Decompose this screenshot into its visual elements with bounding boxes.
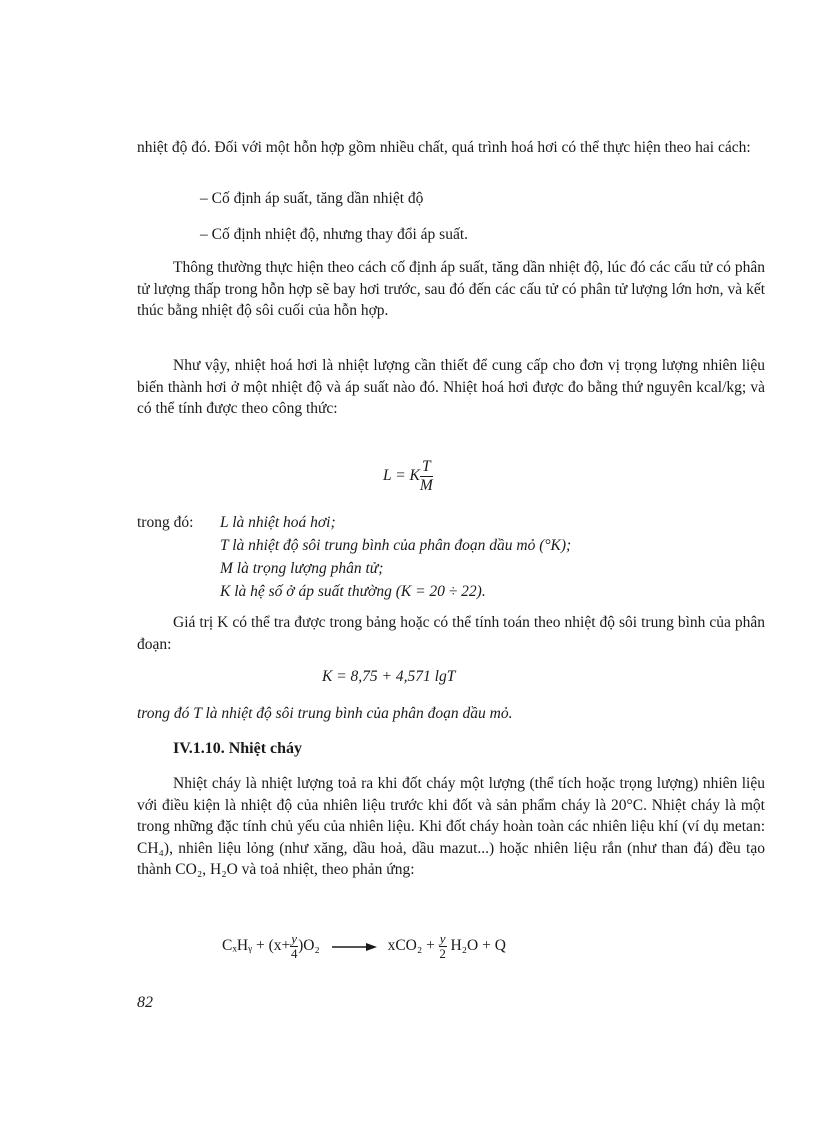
paragraph-heat-combustion: Nhiệt cháy là nhiệt lượng toả ra khi đốt cháy một lượng (thể tích hoặc trọng lượng) nhiên liệu với điều kiện là nhiệt độ của nhiên liệu trước khi đốt và sản phẩm cháy là 20°C. Nhiệt cháy là một trong những đặc tính chủ yếu của nhiên liệu. Khi đốt cháy hoàn toàn các nhiên liệu khí (ví dụ metan: CH₄), nhiên liệu lỏng (như xăng, dầu hoả, dầu mazut...) hoặc nhiên liệu rắn (như than đá) đều tạo thành CO₂, H₂O và toả nhiệt, theo phản ứng: [137,775,765,878]
reaction-product-co2: xCO₂ + [387,937,435,955]
reaction-fraction-y2 [439,932,447,961]
definition-M: M là trọng lượng phân tử; [220,560,384,577]
reaction-product-water-heat: H₂O + Q [450,937,506,955]
fraction-y4-num: y [291,931,298,946]
fraction-y2-den: 2 [439,946,446,961]
method-item-1: – Cố định áp suất, tăng dần nhiệt độ [200,190,424,207]
combustion-reaction [222,932,506,961]
paragraph-methods: Thông thường thực hiện theo cách cố định áp suất, tăng dần nhiệt độ, lúc đó các cấu tử có phân tử lượng thấp trong hỗn hợp sẽ bay hơi trước, sau đó đến các cấu tử có phân tử lượng lớn hơn, và kết thúc bằng nhiệt độ sôi cuối của hỗn hợp. [137,259,765,319]
reaction-fraction-y4 [290,932,298,961]
page-number: 82 [137,994,153,1011]
fraction-y2-num: y [439,931,446,946]
definition-L: L là nhiệt hoá hơi; [220,514,336,531]
reaction-arrow-icon [330,942,378,952]
method-item-2: – Cố định nhiệt độ, nhưng thay đổi áp suất. [200,226,469,243]
formula-denominator: M [419,477,433,494]
reaction-reactants: CₓHᵧ + (x+ [222,937,291,955]
section-heading: IV.1.10. Nhiệt cháy [173,740,303,757]
definition-K: K là hệ số ở áp suất thường (K = 20 ÷ 22). [220,583,486,600]
paragraph-heat-vaporization: Như vậy, nhiệt hoá hơi là nhiệt lượng cần thiết để cung cấp cho đơn vị trọng lượng nhiên liệu biến thành hơi ở một nhiệt độ và áp suất nào đó. Nhiệt hoá hơi được đo bằng thứ nguyên kcal/kg; và có thể tính được theo công thức: [137,357,765,417]
formula-K: K = 8,75 + 4,571 lgT [322,668,456,685]
where-label: trong đó: [137,514,194,531]
reaction-oxygen: )O₂ [298,937,320,955]
definition-T: T là nhiệt độ sôi trung bình của phân đoạn dầu mỏ (°K); [220,537,572,554]
formula-fraction [420,458,433,495]
formula-vaporization [383,458,433,495]
paragraph-K-value: Giá trị K có thể tra được trong bảng hoặc có thể tính toán theo nhiệt độ sôi trung bình của phân đoạn: [137,614,765,653]
paragraph-intro: nhiệt độ đó. Đối với một hỗn hợp gồm nhiều chất, quá trình hoá hơi có thể thực hiện theo hai cách: [137,139,751,156]
fraction-y4-den: 4 [290,946,298,961]
paragraph-T-note: trong đó T là nhiệt độ sôi trung bình của phân đoạn dầu mỏ. [137,705,513,722]
formula-lhs: L = K [383,467,420,485]
formula-numerator: T [420,458,433,477]
